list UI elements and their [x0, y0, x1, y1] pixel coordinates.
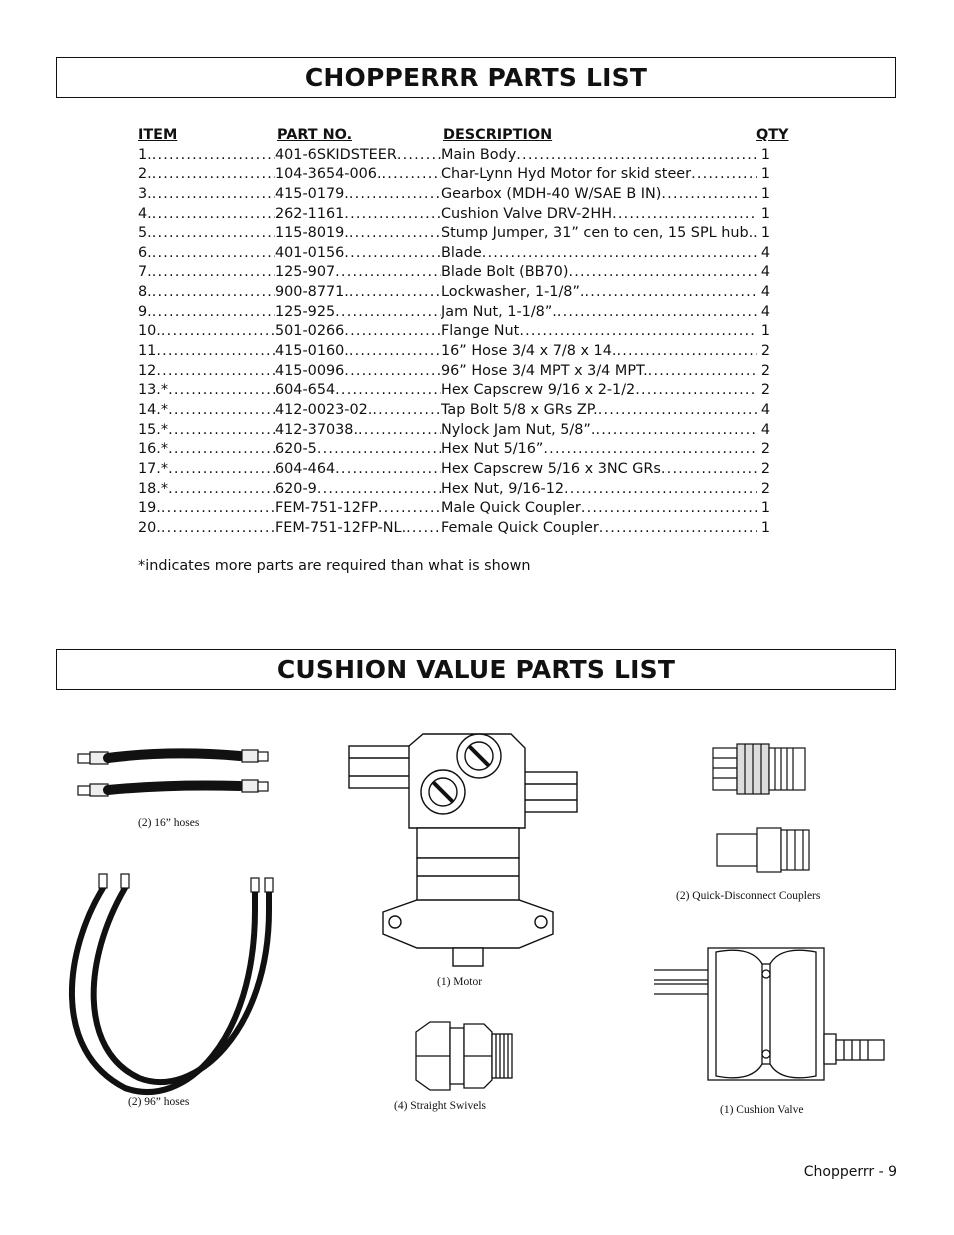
- dot-leader: [168, 381, 275, 401]
- swivel-illustration: [412, 1018, 522, 1094]
- description-cell-text: Cushion Valve DRV-2HH: [441, 205, 612, 225]
- dot-leader: [335, 263, 442, 283]
- dot-leader: [584, 283, 757, 303]
- dot-leader: [599, 519, 757, 539]
- dot-leader: [344, 244, 442, 264]
- dot-leader: [161, 499, 275, 519]
- description-cell-text: Tap Bolt 5/8 x GRs ZP.: [441, 401, 598, 421]
- dot-leader: [344, 205, 442, 225]
- dot-leader: [168, 421, 275, 441]
- description-cell: [441, 205, 757, 225]
- part-number-cell: [275, 460, 442, 480]
- description-cell-text: Nylock Jam Nut, 5/8”.: [441, 421, 595, 441]
- item-cell: [138, 283, 275, 303]
- description-cell: [441, 224, 757, 244]
- dot-leader: [335, 460, 442, 480]
- item-cell-text: 7.: [138, 263, 152, 283]
- dot-leader: [397, 146, 442, 166]
- part-number-cell: [275, 322, 442, 342]
- item-cell: [138, 205, 275, 225]
- qty-cell: [756, 146, 770, 166]
- short-hoses-caption: (2) 16” hoses: [138, 817, 200, 829]
- table-row: [138, 499, 798, 519]
- qty-cell-text: 1: [760, 185, 770, 202]
- table-row: [138, 381, 798, 401]
- dot-leader: [152, 303, 275, 323]
- qty-cell: [756, 322, 770, 342]
- table-row: [138, 519, 798, 539]
- item-cell: [138, 362, 275, 382]
- dot-leader: [152, 244, 275, 264]
- parts-note: *indicates more parts are required than what is shown: [138, 558, 531, 574]
- dot-leader: [568, 263, 757, 283]
- qty-cell: [756, 401, 770, 421]
- item-cell-text: 2.: [138, 165, 152, 185]
- description-cell-text: 96” Hose 3/4 MPT x 3/4 MPT.: [441, 362, 648, 382]
- dot-leader: [344, 322, 442, 342]
- couplers-caption: (2) Quick-Disconnect Couplers: [676, 890, 821, 902]
- dot-leader: [152, 165, 275, 185]
- dot-leader: [152, 185, 275, 205]
- qty-cell: [756, 342, 770, 362]
- item-cell: [138, 185, 275, 205]
- description-cell-text: Blade: [441, 244, 482, 264]
- dot-leader: [564, 480, 757, 500]
- couplers-illustration: [705, 740, 835, 875]
- description-cell: [441, 480, 757, 500]
- part-number-cell: [275, 146, 442, 166]
- description-cell-text: Char-Lynn Hyd Motor for skid steer: [441, 165, 691, 185]
- part-number-cell-text: 415-0160.: [275, 342, 349, 362]
- part-number-cell-text: 900-8771.: [275, 283, 349, 303]
- description-cell-text: Female Quick Coupler: [441, 519, 599, 539]
- item-cell-text: 13.*: [138, 381, 168, 401]
- qty-cell-text: 2: [760, 460, 770, 477]
- dot-leader: [358, 421, 442, 441]
- description-cell: [441, 381, 757, 401]
- part-number-cell: [275, 263, 442, 283]
- table-row: [138, 244, 798, 264]
- dot-leader: [335, 381, 442, 401]
- description-cell: [441, 499, 757, 519]
- item-cell: [138, 303, 275, 323]
- item-cell: [138, 224, 275, 244]
- part-number-cell: [275, 283, 442, 303]
- qty-cell: [756, 440, 770, 460]
- item-cell: [138, 480, 275, 500]
- qty-cell-text: 1: [760, 323, 770, 340]
- dot-leader: [168, 401, 275, 421]
- description-cell: [441, 460, 757, 480]
- item-cell-text: 3.: [138, 185, 152, 205]
- long-hoses-caption: (2) 96” hoses: [128, 1096, 190, 1108]
- dot-leader: [598, 401, 757, 421]
- table-row: [138, 224, 798, 244]
- dot-leader: [168, 480, 275, 500]
- dot-leader: [661, 460, 757, 480]
- item-cell: [138, 263, 275, 283]
- item-cell: [138, 165, 275, 185]
- part-number-cell: [275, 303, 442, 323]
- item-cell-text: 14.*: [138, 401, 168, 421]
- table-row: [138, 205, 798, 225]
- qty-cell: [756, 460, 770, 480]
- part-number-cell-text: 262-1161: [275, 205, 344, 225]
- part-number-cell-text: 115-8019.: [275, 224, 349, 244]
- item-cell: [138, 440, 275, 460]
- part-number-cell: [275, 362, 442, 382]
- item-cell-text: 17.*: [138, 460, 168, 480]
- table-row: [138, 303, 798, 323]
- dot-leader: [152, 283, 275, 303]
- qty-cell-text: 2: [760, 382, 770, 399]
- part-number-cell: [275, 401, 442, 421]
- description-cell-text: Hex Nut 5/16”: [441, 440, 543, 460]
- part-number-cell-text: 415-0096: [275, 362, 344, 382]
- item-cell-text: 8.: [138, 283, 152, 303]
- description-cell-text: Stump Jumper, 31” cen to cen, 15 SPL hub.: [441, 224, 753, 244]
- qty-cell-text: 1: [760, 500, 770, 517]
- part-number-cell: [275, 165, 442, 185]
- qty-cell: [756, 519, 770, 539]
- part-number-cell-text: 620-9: [275, 480, 317, 500]
- part-number-cell-text: 501-0266: [275, 322, 344, 342]
- qty-cell: [756, 480, 770, 500]
- table-row: [138, 185, 798, 205]
- qty-cell: [756, 185, 770, 205]
- table-row: [138, 342, 798, 362]
- item-cell: [138, 499, 275, 519]
- dot-leader: [406, 519, 442, 539]
- item-cell-text: 11: [138, 342, 156, 362]
- description-cell-text: Flange Nut: [441, 322, 519, 342]
- qty-cell: [756, 499, 770, 519]
- dot-leader: [168, 440, 275, 460]
- item-cell-text: 9.: [138, 303, 152, 323]
- dot-leader: [519, 322, 757, 342]
- table-row: [138, 362, 798, 382]
- description-cell: [441, 322, 757, 342]
- dot-leader: [161, 322, 275, 342]
- description-cell-text: Blade Bolt (BB70): [441, 263, 568, 283]
- part-number-cell: [275, 421, 442, 441]
- header-part-no: PART NO.: [277, 127, 353, 143]
- description-cell: [441, 146, 757, 166]
- qty-cell-text: 4: [760, 401, 770, 418]
- dot-leader: [317, 440, 442, 460]
- header-description: DESCRIPTION: [443, 127, 553, 143]
- description-cell-text: Jam Nut, 1-1/8”.: [441, 303, 557, 323]
- part-number-cell-text: FEM-751-12FP: [275, 499, 378, 519]
- dot-leader: [581, 499, 757, 519]
- table-body: [138, 146, 798, 539]
- item-cell: [138, 244, 275, 264]
- qty-cell-text: 2: [760, 343, 770, 360]
- description-cell-text: Lockwasher, 1-1/8”.: [441, 283, 584, 303]
- qty-cell-text: 2: [760, 480, 770, 497]
- qty-cell: [756, 283, 770, 303]
- description-cell: [441, 519, 757, 539]
- qty-cell: [756, 244, 770, 264]
- part-number-cell-text: 412-37038.: [275, 421, 358, 441]
- part-number-cell: [275, 185, 442, 205]
- qty-cell-text: 1: [760, 166, 770, 183]
- header-item: ITEM: [138, 127, 178, 143]
- description-cell: [441, 165, 757, 185]
- item-cell-text: 19.: [138, 499, 161, 519]
- qty-cell: [756, 263, 770, 283]
- part-number-cell-text: 620-5: [275, 440, 317, 460]
- item-cell-text: 5.: [138, 224, 152, 244]
- qty-cell-text: 2: [760, 362, 770, 379]
- dot-leader: [152, 263, 275, 283]
- table-row: [138, 460, 798, 480]
- swivels-caption: (4) Straight Swivels: [394, 1100, 486, 1112]
- parts-list-title: CHOPPERRR PARTS LIST: [304, 63, 648, 92]
- item-cell-text: 18.*: [138, 480, 168, 500]
- description-cell-text: 16” Hose 3/4 x 7/8 x 14.: [441, 342, 616, 362]
- dot-leader: [168, 460, 275, 480]
- table-row: [138, 401, 798, 421]
- qty-cell: [756, 165, 770, 185]
- parts-table: [138, 126, 798, 538]
- dot-leader: [152, 205, 275, 225]
- qty-cell-text: 1: [760, 225, 770, 242]
- part-number-cell-text: 604-464: [275, 460, 335, 480]
- description-cell: [441, 342, 757, 362]
- item-cell-text: 12: [138, 362, 156, 382]
- item-cell-text: 1.: [138, 146, 152, 166]
- dot-leader: [317, 480, 442, 500]
- cushion-list-title-box: [56, 649, 896, 690]
- part-number-cell-text: 412-0023-02.: [275, 401, 372, 421]
- item-cell: [138, 146, 275, 166]
- dot-leader: [616, 342, 757, 362]
- description-cell: [441, 263, 757, 283]
- description-cell: [441, 185, 757, 205]
- cushion-valve-caption: (1) Cushion Valve: [720, 1104, 804, 1116]
- dot-leader: [349, 342, 442, 362]
- dot-leader: [516, 146, 757, 166]
- qty-cell-text: 2: [760, 441, 770, 458]
- dot-leader: [152, 224, 275, 244]
- dot-leader: [156, 342, 275, 362]
- qty-cell: [756, 303, 770, 323]
- short-hoses-illustration: [70, 740, 280, 810]
- part-number-cell-text: 125-925: [275, 303, 335, 323]
- part-number-cell-text: 401-0156: [275, 244, 344, 264]
- table-row: [138, 165, 798, 185]
- qty-cell-text: 1: [760, 146, 770, 163]
- description-cell: [441, 362, 757, 382]
- motor-illustration: [343, 728, 583, 973]
- cushion-valve-illustration: [650, 944, 890, 1084]
- qty-cell-text: 4: [760, 421, 770, 438]
- item-cell: [138, 401, 275, 421]
- dot-leader: [372, 401, 442, 421]
- description-cell-text: Gearbox (MDH-40 W/SAE B IN): [441, 185, 661, 205]
- part-number-cell: [275, 519, 442, 539]
- dot-leader: [378, 499, 442, 519]
- qty-cell-text: 1: [760, 205, 770, 222]
- part-number-cell: [275, 244, 442, 264]
- part-number-cell-text: 401-6SKIDSTEER: [275, 146, 397, 166]
- table-row: [138, 263, 798, 283]
- part-number-cell-text: 125-907: [275, 263, 335, 283]
- dot-leader: [648, 362, 757, 382]
- item-cell-text: 20.: [138, 519, 161, 539]
- dot-leader: [156, 362, 275, 382]
- item-cell: [138, 322, 275, 342]
- dot-leader: [152, 146, 275, 166]
- dot-leader: [382, 165, 442, 185]
- dot-leader: [349, 224, 442, 244]
- description-cell: [441, 303, 757, 323]
- table-row: [138, 421, 798, 441]
- item-cell-text: 15.*: [138, 421, 168, 441]
- part-number-cell: [275, 224, 442, 244]
- qty-cell-text: 1: [760, 519, 770, 536]
- dot-leader: [635, 381, 757, 401]
- part-number-cell-text: 104-3654-006.: [275, 165, 382, 185]
- long-hoses-illustration: [55, 870, 285, 1100]
- part-number-cell: [275, 381, 442, 401]
- table-row: [138, 440, 798, 460]
- part-number-cell: [275, 499, 442, 519]
- dot-leader: [543, 440, 757, 460]
- item-cell: [138, 519, 275, 539]
- table-header: [138, 126, 798, 146]
- cushion-list-title: CUSHION VALUE PARTS LIST: [276, 655, 676, 684]
- part-number-cell: [275, 205, 442, 225]
- dot-leader: [482, 244, 757, 264]
- dot-leader: [349, 283, 442, 303]
- qty-cell-text: 4: [760, 244, 770, 261]
- table-row: [138, 322, 798, 342]
- item-cell-text: 16.*: [138, 440, 168, 460]
- dot-leader: [691, 165, 757, 185]
- item-cell: [138, 460, 275, 480]
- qty-cell: [756, 421, 770, 441]
- qty-cell: [756, 205, 770, 225]
- dot-leader: [612, 205, 757, 225]
- description-cell-text: Hex Nut, 9/16-12: [441, 480, 564, 500]
- dot-leader: [557, 303, 757, 323]
- qty-cell-text: 4: [760, 264, 770, 281]
- part-number-cell: [275, 440, 442, 460]
- table-row: [138, 146, 798, 166]
- description-cell: [441, 401, 757, 421]
- description-cell: [441, 440, 757, 460]
- part-number-cell-text: 604-654: [275, 381, 335, 401]
- page-footer: Chopperrr - 9: [803, 1164, 897, 1180]
- description-cell: [441, 244, 757, 264]
- item-cell-text: 6.: [138, 244, 152, 264]
- description-cell-text: Hex Capscrew 9/16 x 2-1/2: [441, 381, 635, 401]
- part-number-cell: [275, 480, 442, 500]
- description-cell-text: Main Body: [441, 146, 516, 166]
- dot-leader: [349, 185, 442, 205]
- qty-cell: [756, 224, 770, 244]
- description-cell-text: Male Quick Coupler: [441, 499, 581, 519]
- qty-cell-text: 4: [760, 284, 770, 301]
- item-cell-text: 4.: [138, 205, 152, 225]
- description-cell: [441, 421, 757, 441]
- part-number-cell: [275, 342, 442, 362]
- parts-list-title-box: [56, 57, 896, 98]
- dot-leader: [161, 519, 275, 539]
- qty-cell: [756, 362, 770, 382]
- part-number-cell-text: FEM-751-12FP-NL.: [275, 519, 406, 539]
- item-cell: [138, 421, 275, 441]
- qty-cell: [756, 381, 770, 401]
- dot-leader: [335, 303, 442, 323]
- item-cell: [138, 342, 275, 362]
- dot-leader: [595, 421, 757, 441]
- item-cell-text: 10.: [138, 322, 161, 342]
- table-row: [138, 480, 798, 500]
- item-cell: [138, 381, 275, 401]
- header-qty: QTY: [756, 127, 789, 143]
- part-number-cell-text: 415-0179.: [275, 185, 349, 205]
- description-cell: [441, 283, 757, 303]
- motor-caption: (1) Motor: [437, 976, 483, 988]
- table-row: [138, 283, 798, 303]
- qty-cell-text: 4: [760, 303, 770, 320]
- dot-leader: [344, 362, 442, 382]
- description-cell-text: Hex Capscrew 5/16 x 3NC GRs: [441, 460, 661, 480]
- dot-leader: [661, 185, 757, 205]
